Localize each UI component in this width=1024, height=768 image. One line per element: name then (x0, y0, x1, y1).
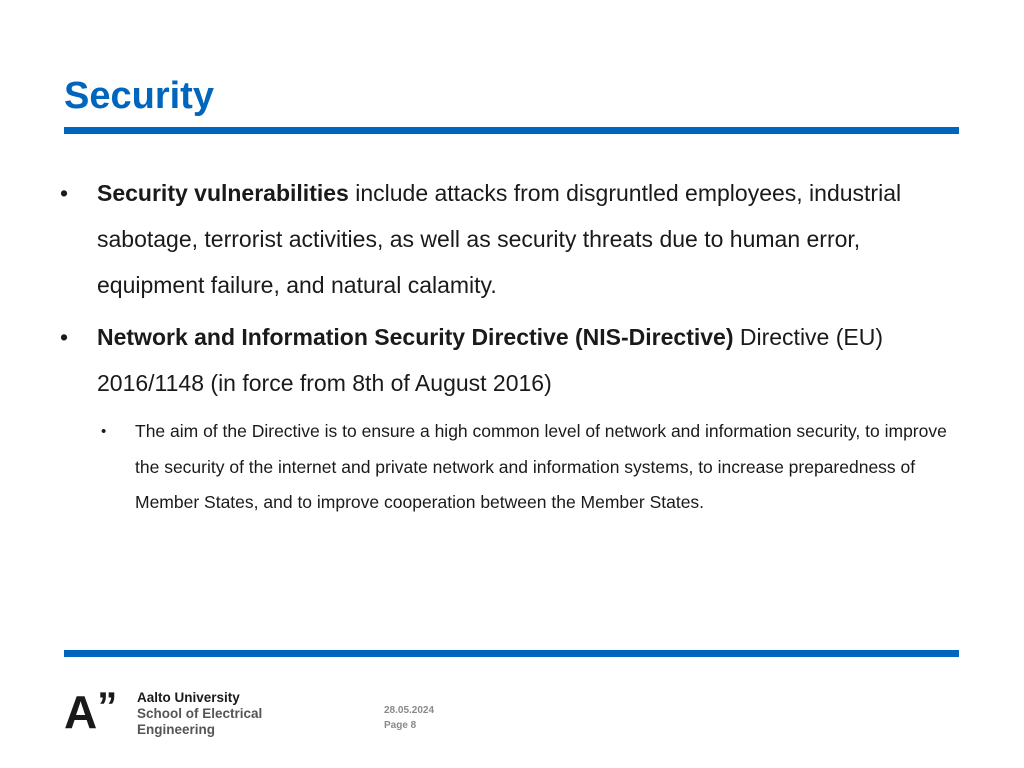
footer-divider (64, 650, 959, 657)
bullet-security-vulnerabilities (60, 170, 960, 308)
logo-quote: ” (97, 685, 117, 729)
bullet-marker: • (60, 324, 69, 350)
title-divider (64, 127, 959, 134)
aalto-logo-mark-icon (64, 685, 117, 738)
school-name-line2: Engineering (137, 722, 216, 737)
slide-body (60, 170, 960, 521)
logo-text (137, 690, 337, 738)
university-name: Aalto University (137, 690, 240, 705)
bullet-text: Directive (EU) 2016/1148 (in force from 8th of August 2016) (97, 324, 884, 396)
bullet-bold-term: Network and Information Security Directive (NIS-Directive) (97, 324, 734, 350)
logo-letter: A (64, 686, 97, 738)
bullet-nis-directive (60, 314, 960, 406)
slide-meta (384, 703, 434, 733)
slide-date: 28.05.2024 (384, 705, 435, 716)
sub-bullet-directive-aim (97, 414, 960, 521)
bullet-text: include attacks from disgruntled employees, industrial sabotage, terrorist activities, as well as security threats due to human error, equipment failure, and natural calamity. (97, 180, 902, 298)
school-name-line1: School of Electrical (137, 706, 263, 721)
sub-bullet-text: The aim of the Directive is to ensure a high common level of network and information security, to improve the security of the internet and private network and information systems, to increase preparedness of Member States, and to improve cooperation between the Member States. (135, 421, 947, 512)
page-number: Page 8 (384, 720, 417, 731)
slide-title: Security (64, 75, 214, 117)
bullet-bold-term: Security vulnerabilities (97, 180, 349, 206)
sub-bullet-marker: • (101, 423, 107, 440)
bullet-marker: • (60, 180, 69, 206)
